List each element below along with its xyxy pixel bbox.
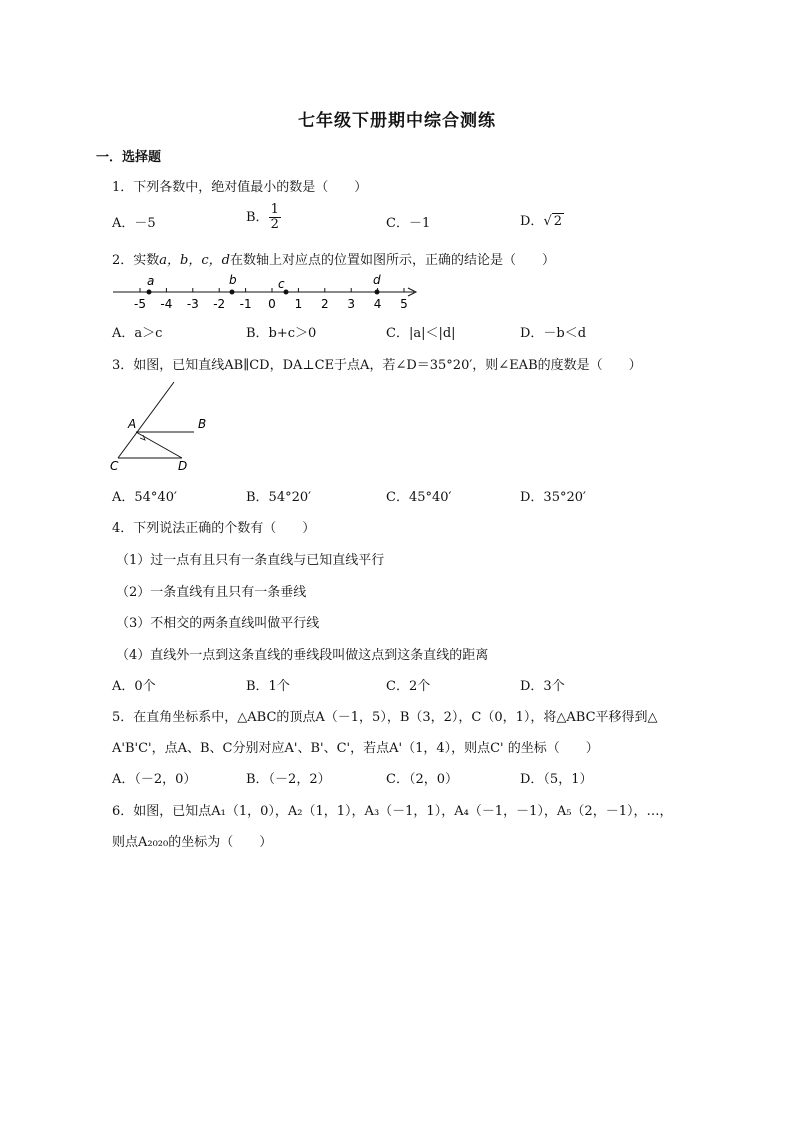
section-heading: 一．选择题 [96, 150, 162, 165]
q4-statement-4: （4）直线外一点到这条直线的垂线段叫做这点到这条直线的距离 [116, 648, 489, 663]
q2-option-c: C．|a|＜|d| [386, 326, 456, 341]
q2-option-d: D．－b＜d [520, 326, 587, 341]
axis-tick-label: -1 [239, 297, 252, 311]
q4-option-d: D．3个 [520, 679, 565, 694]
q3-stem: 3．如图，已知直线AB∥CD，DA⊥CE于点A，若∠D＝35°20′，则∠EAB的度数是（ ） [112, 358, 642, 373]
q2-stem-vars: a，b，c，d [159, 253, 230, 268]
q1-option-c: C．－1 [386, 216, 431, 231]
point-b-label: B [198, 417, 207, 431]
q2-stem-pre: 2．实数 [112, 253, 160, 268]
q2-option-a: A．a＞c [112, 326, 163, 341]
q4-option-a: A．0个 [112, 679, 156, 694]
q1-option-d [520, 210, 564, 229]
q4-statement-3: （3）不相交的两条直线叫做平行线 [116, 616, 320, 631]
q3-option-b: B．54°20′ [246, 490, 312, 505]
point-c-label: c [278, 277, 285, 291]
point-b-label: b [229, 273, 237, 287]
q6-stem-line1: 6．如图，已知点A₁（1，0），A₂（1，1），A₃（－1，1），A₄（－1，－1），A₅（2，－1），…， [112, 804, 673, 819]
q2-stem [112, 249, 555, 268]
point-a-label: a [147, 274, 155, 288]
number-line-figure [110, 270, 430, 314]
axis-tick-label: 2 [320, 297, 329, 311]
point-d-label: d [373, 273, 381, 287]
q1-fraction-denominator: 2 [270, 217, 279, 232]
q1-option-a: A．－5 [112, 216, 156, 231]
q5-stem-line1: 5．在直角坐标系中，△ABC的顶点A（－1，5），B（3，2），C（0，1），将△ABC平移得到△ [112, 710, 658, 725]
q5-option-c: C．（2，0） [386, 772, 458, 787]
q1-option-b-prefix: B． [246, 210, 269, 225]
q1-option-b [246, 203, 281, 232]
axis-tick-label: -5 [134, 297, 146, 311]
axis-tick-label: -4 [160, 297, 173, 311]
q5-option-b: B．（－2，2） [246, 772, 331, 787]
q5-stem-line2: A'B'C'，点A、B、C分别对应A'、B'、C'，若点A'（1，4），则点C' 的坐标（ ） [112, 741, 599, 756]
line-ce [118, 382, 174, 458]
line-da [136, 432, 182, 458]
q2-option-b: B．b+c＞0 [246, 326, 317, 341]
q4-statement-2: （2）一条直线有且只有一条垂线 [116, 585, 307, 600]
axis-tick-label: 0 [268, 297, 276, 311]
sqrt-icon: √ 2 [543, 214, 563, 229]
point-d-dot [375, 290, 380, 295]
page-title: 七年级下册期中综合测练 [298, 111, 496, 131]
axis-tick-label: 1 [294, 297, 303, 311]
q4-option-b: B．1个 [246, 679, 290, 694]
point-d-label: D [178, 459, 188, 473]
q5-option-d: D．（5，1） [520, 772, 593, 787]
q4-statement-1: （1）过一点有且只有一条直线与已知直线平行 [116, 553, 385, 568]
q1-fraction-numerator: 1 [270, 202, 279, 217]
q3-option-c: C．45°40′ [386, 490, 452, 505]
q3-option-a: A．54°40′ [112, 490, 177, 505]
q4-option-c: C．2个 [386, 679, 431, 694]
q4-stem: 4．下列说法正确的个数有（ ） [112, 521, 316, 536]
point-c-label: C [110, 459, 119, 473]
point-b-dot [230, 290, 235, 295]
q3-option-d: D．35°20′ [520, 490, 586, 505]
q1-fraction [269, 203, 281, 232]
point-a-dot [147, 290, 152, 295]
q1-radicand: 2 [553, 214, 563, 229]
axis-tick-label: -2 [213, 297, 226, 311]
parallel-lines-figure [108, 378, 228, 474]
axis-tick-label: 5 [400, 297, 408, 311]
q2-stem-post: 在数轴上对应点的位置如图所示，正确的结论是（ ） [229, 253, 555, 268]
q1-option-d-prefix: D． [520, 214, 544, 229]
axis-tick-label: -3 [186, 297, 199, 311]
axis-tick-label: 3 [347, 297, 356, 311]
q1-stem: 1．下列各数中，绝对值最小的数是（ ） [112, 180, 368, 195]
point-a-label: A [128, 417, 137, 431]
axis-tick-label: 4 [373, 297, 382, 311]
q5-option-a: A．（－2，0） [112, 772, 197, 787]
q6-stem-line2: 则点A₂₀₂₀的坐标为（ ） [112, 835, 273, 850]
